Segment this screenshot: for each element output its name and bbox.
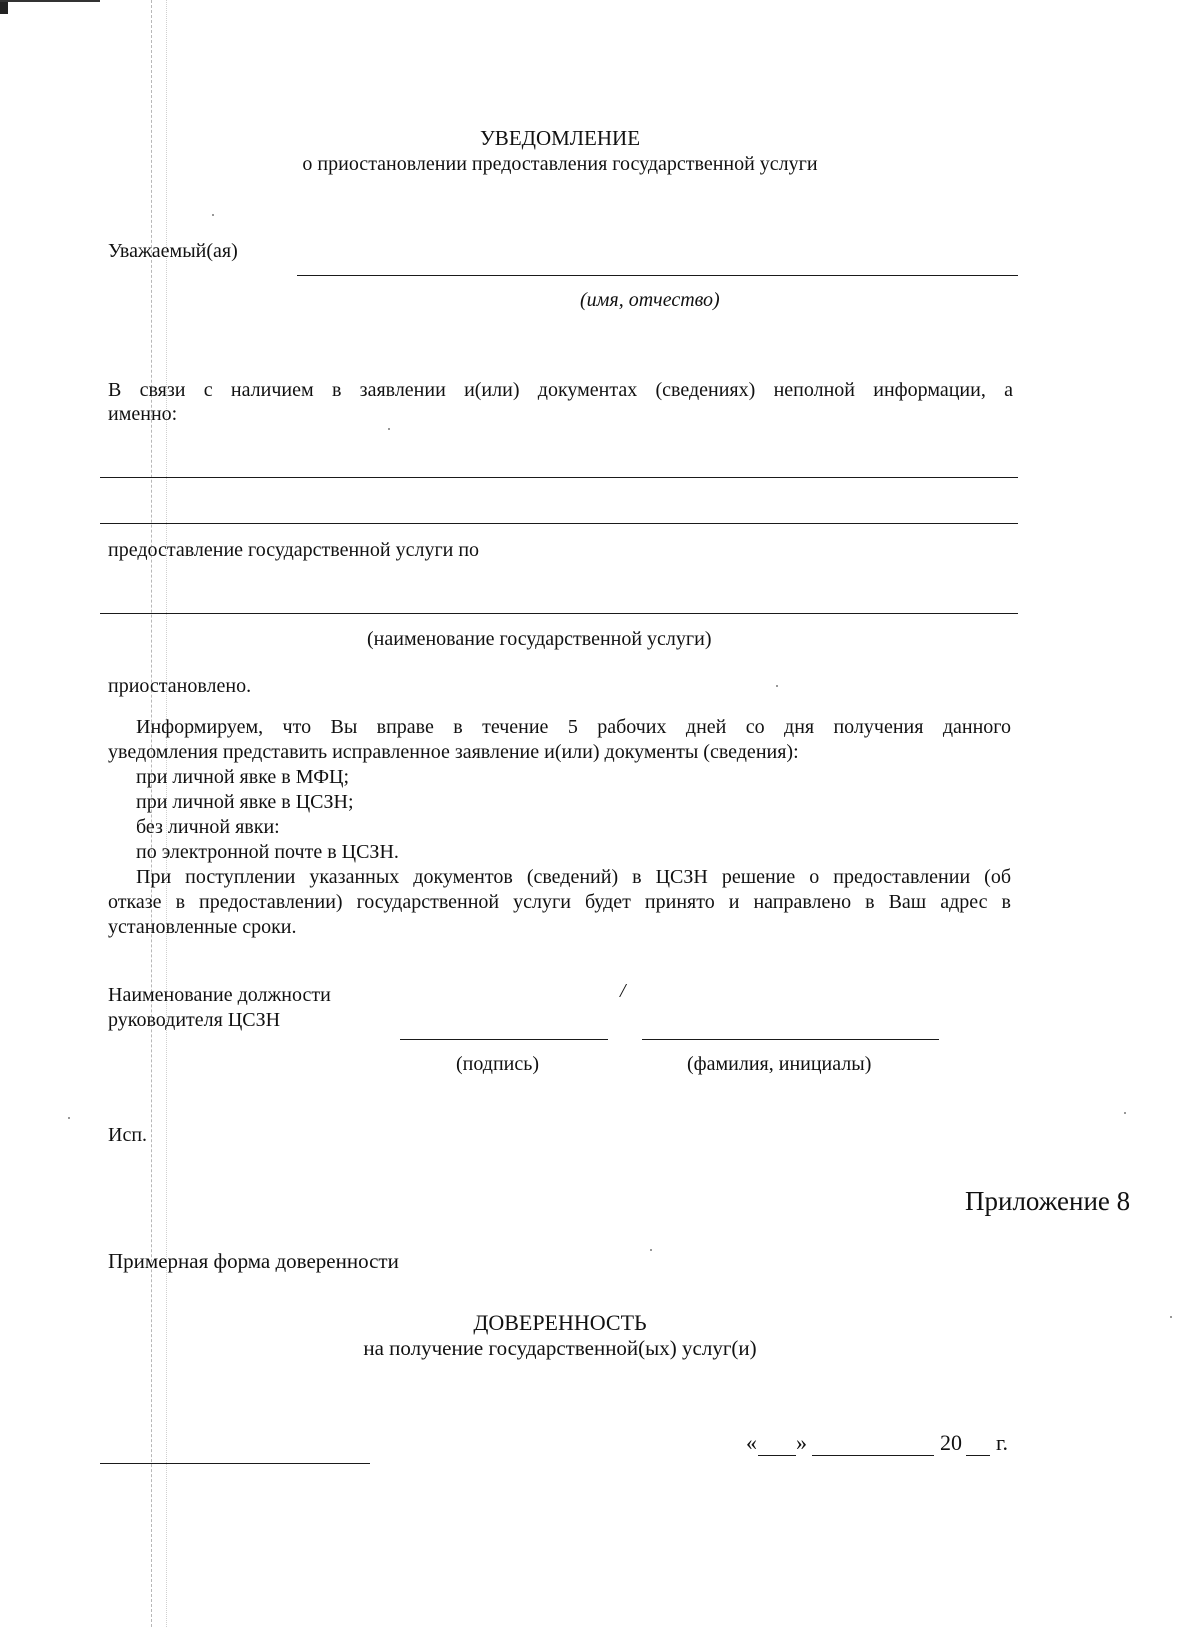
service-prefix: предоставление государственной услуги по bbox=[108, 539, 480, 561]
notice-subtitle: о приостановлении предоставления государственной услуги bbox=[302, 153, 818, 175]
date-open-quote: « bbox=[746, 1430, 757, 1455]
poa-title: ДОВЕРЕННОСТЬ bbox=[473, 1310, 647, 1335]
executor-label: Исп. bbox=[108, 1124, 148, 1146]
final-line-1: При поступлении указанных документов (сведений) в ЦСЗН решение о предоставлении (об bbox=[136, 866, 1011, 888]
option-item: без личной явки: bbox=[136, 816, 280, 838]
place-line bbox=[100, 1463, 370, 1464]
inform-line-1: Информируем, что Вы вправе в течение 5 рабочих дней со дня получения данного bbox=[136, 716, 1011, 738]
reason-blank-line-2 bbox=[100, 523, 1018, 524]
scan-speck bbox=[212, 214, 214, 216]
poa-subtitle: на получение государственной(ых) услуг(и) bbox=[363, 1336, 757, 1360]
form-title: Примерная форма доверенности bbox=[108, 1249, 399, 1273]
scan-speck bbox=[1170, 1316, 1172, 1318]
option-item: при личной явке в МФЦ; bbox=[136, 766, 350, 788]
scan-speck bbox=[68, 1117, 70, 1119]
date-day-line bbox=[758, 1455, 796, 1456]
signature-separator: / bbox=[620, 980, 626, 1002]
position-title-line-1: Наименование должности bbox=[108, 984, 331, 1006]
reason-text-line-1: В связи с наличием в заявлении и(или) документах (сведениях) неполной информации, а bbox=[108, 379, 1013, 401]
option-item: по электронной почте в ЦСЗН. bbox=[136, 841, 399, 863]
date-close-quote: » bbox=[796, 1430, 807, 1455]
suspended-text: приостановлено. bbox=[108, 675, 252, 697]
reason-blank-line-1 bbox=[100, 477, 1018, 478]
date-year-suffix: г. bbox=[996, 1430, 1009, 1455]
scan-top-edge bbox=[0, 0, 100, 2]
signature-line bbox=[400, 1039, 608, 1040]
appendix-label: Приложение 8 bbox=[965, 1186, 1131, 1216]
name-caption: (имя, отчество) bbox=[580, 289, 720, 311]
date-year-prefix: 20 bbox=[940, 1430, 962, 1455]
date-month-line bbox=[812, 1455, 934, 1456]
scan-speck bbox=[388, 428, 390, 430]
scan-corner-mark bbox=[0, 0, 8, 14]
date-year-line bbox=[966, 1455, 990, 1456]
position-title-line-2: руководителя ЦСЗН bbox=[108, 1009, 281, 1031]
name-line bbox=[297, 275, 1018, 276]
option-item: при личной явке в ЦСЗН; bbox=[136, 791, 354, 813]
inform-line-2: уведомления представить исправленное заявление и(или) документы (сведения): bbox=[108, 741, 799, 763]
final-line-3: установленные сроки. bbox=[108, 916, 297, 938]
reason-text-line-2: именно: bbox=[108, 403, 178, 425]
scan-speck bbox=[1124, 1112, 1126, 1114]
fio-caption: (фамилия, инициалы) bbox=[687, 1053, 872, 1075]
scan-speck bbox=[776, 685, 778, 687]
scan-speck bbox=[650, 1249, 652, 1251]
service-name-line bbox=[100, 613, 1018, 614]
notice-title: УВЕДОМЛЕНИЕ bbox=[479, 126, 641, 150]
service-caption: (наименование государственной услуги) bbox=[367, 628, 712, 650]
final-line-2: отказе в предоставлении) государственной услуги будет принято и направлено в Ваш адрес в bbox=[108, 891, 1011, 913]
fio-line bbox=[642, 1039, 939, 1040]
salutation: Уважаемый(ая) bbox=[108, 240, 238, 262]
signature-caption: (подпись) bbox=[456, 1053, 540, 1075]
